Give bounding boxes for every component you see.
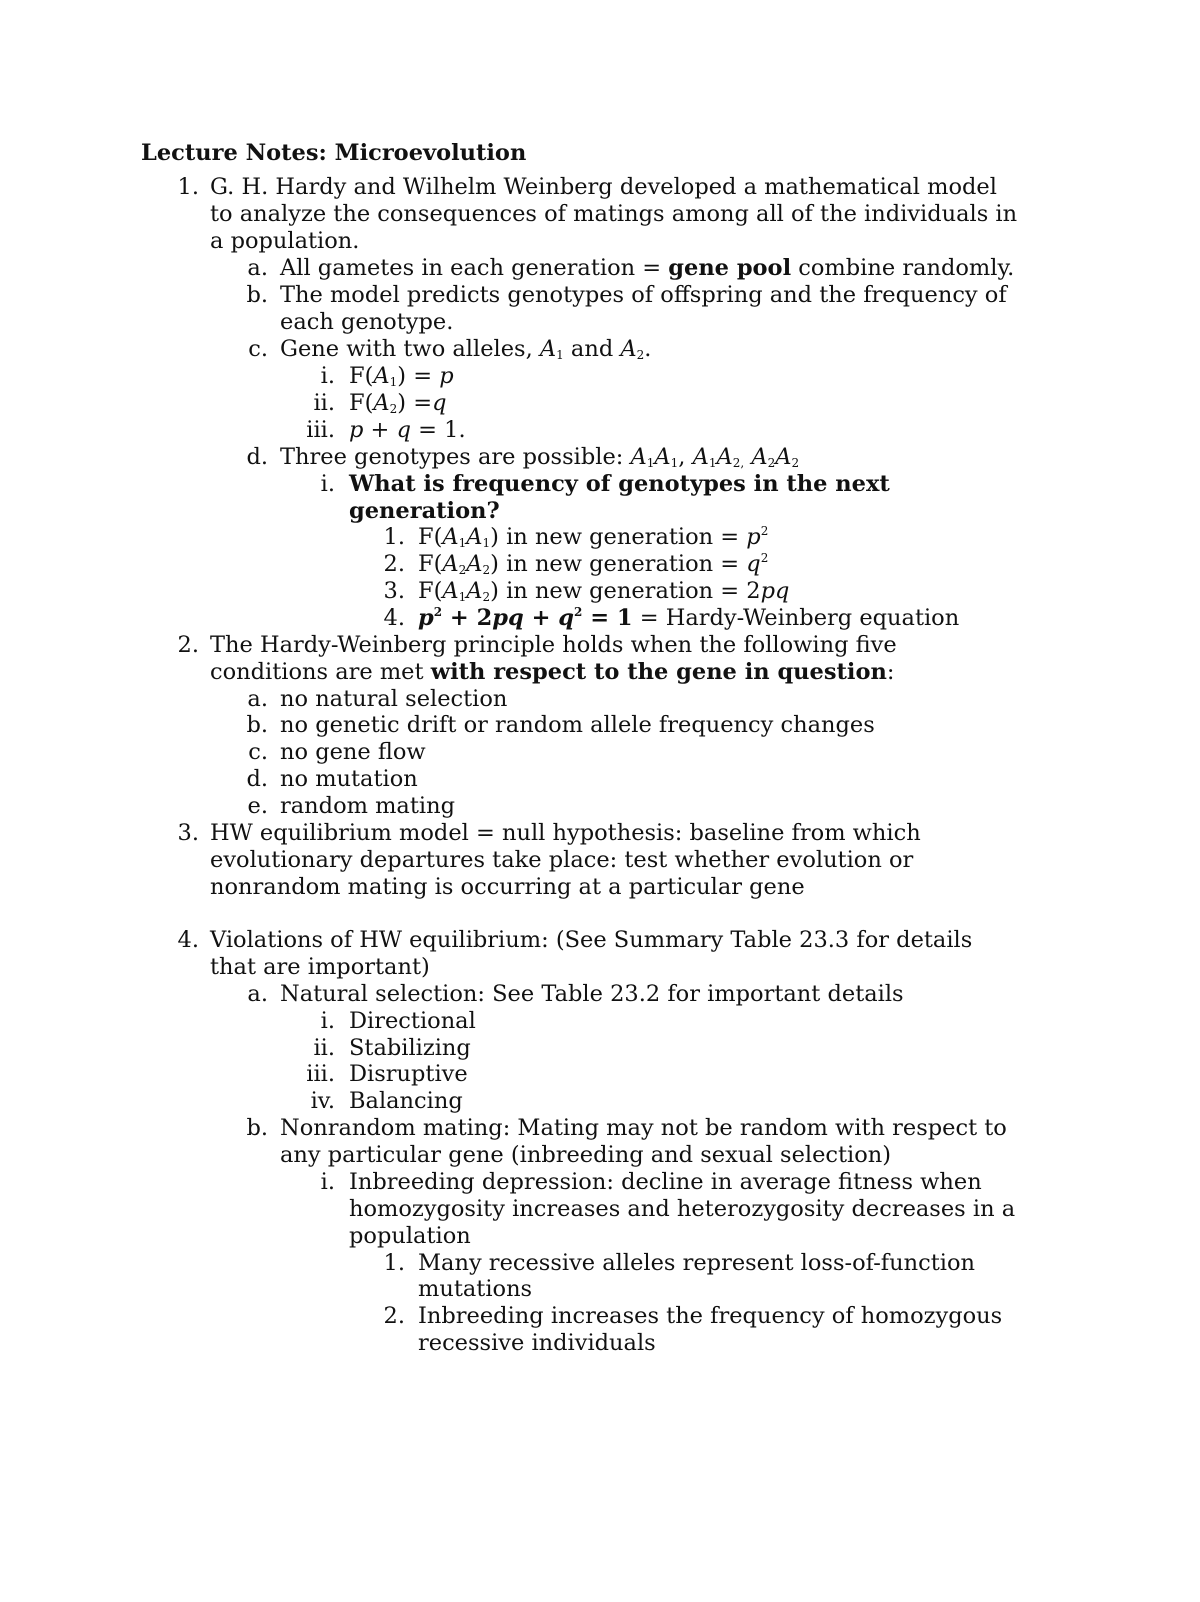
text-run: A — [654, 444, 671, 470]
line-text — [210, 632, 897, 659]
line-text — [349, 498, 500, 525]
text-run: Disruptive — [349, 1061, 468, 1087]
text-run: G. H. Hardy and Wilhelm Weinberg developed a mathematical model — [210, 174, 997, 200]
text-run: Gene with two alleles, — [280, 336, 540, 362]
text-run: ) in new generation = 2 — [490, 578, 761, 604]
list-marker: b. — [246, 712, 268, 738]
text-run: p — [746, 524, 761, 550]
line-text — [349, 1088, 463, 1115]
text-run: ) in new generation = — [490, 551, 747, 577]
list-marker: 3. — [177, 820, 199, 846]
text-run: A — [620, 336, 637, 362]
list-marker: iv. — [310, 1088, 335, 1114]
text-run: A — [716, 444, 733, 470]
text-run: Three genotypes are possible: — [280, 444, 631, 470]
text-run: HW equilibrium model = null hypothesis: baseline from which — [210, 820, 921, 846]
text-run: A — [775, 444, 792, 470]
text-run: Inbreeding depression: decline in average fitness when — [349, 1169, 982, 1195]
document-title: Lecture Notes: Microevolution — [141, 140, 527, 166]
text-run: F( — [349, 390, 374, 416]
list-marker: 3. — [383, 578, 405, 604]
text-run: Violations of HW equilibrium: (See Summary Table 23.3 for details — [210, 927, 973, 953]
text-run: with respect to the gene in question — [430, 659, 887, 685]
list-marker: 1. — [383, 1250, 405, 1276]
text-run: evolutionary departures take place: test whether evolution or — [210, 847, 914, 873]
list-marker: c. — [248, 739, 268, 765]
line-text — [349, 1035, 471, 1062]
text-run: Nonrandom mating: Mating may not be random with respect to — [280, 1115, 1007, 1141]
list-marker: i. — [320, 1169, 335, 1195]
text-run: homozygosity increases and heterozygosity decreases in a — [349, 1196, 1016, 1222]
list-marker: d. — [246, 444, 268, 470]
list-marker: e. — [247, 793, 268, 819]
text-run: 2 — [458, 563, 467, 577]
text-run: combine randomly. — [791, 255, 1015, 281]
line-text — [210, 228, 359, 255]
text-run: 2 — [760, 551, 769, 565]
text-run: 2 — [389, 402, 398, 416]
text-run: q — [558, 605, 575, 631]
line-text — [418, 551, 768, 578]
text-run: 1 — [458, 590, 467, 604]
text-run: = Hardy-Weinberg equation — [632, 605, 960, 631]
text-run: What is frequency of genotypes in the next — [349, 471, 890, 497]
list-marker: d. — [246, 766, 268, 792]
text-run: F( — [418, 578, 443, 604]
line-text — [349, 1169, 982, 1196]
line-text — [210, 954, 430, 981]
line-text — [418, 578, 789, 605]
text-run: 2, — [732, 456, 745, 470]
line-text — [210, 927, 972, 954]
text-run: 2 — [433, 605, 443, 619]
text-run: The model predicts genotypes of offspring and the frequency of — [280, 282, 1007, 308]
text-run: All gametes in each generation = — [280, 255, 669, 281]
text-run: + 2 — [442, 605, 493, 631]
text-run: A — [442, 524, 459, 550]
line-text — [210, 201, 1017, 228]
line-text — [418, 1276, 532, 1303]
line-text — [280, 739, 426, 766]
text-run: ) = — [397, 363, 440, 389]
text-run: A — [630, 444, 647, 470]
list-marker: a. — [247, 255, 268, 281]
line-text — [280, 981, 904, 1008]
text-run: 2 — [767, 456, 776, 470]
text-run: = 1. — [410, 417, 466, 443]
text-run: A — [751, 444, 768, 470]
text-run: Many recessive alleles represent loss-of-function — [418, 1250, 975, 1276]
list-marker: i. — [320, 1008, 335, 1034]
text-run: F( — [418, 524, 443, 550]
text-run: no mutation — [280, 766, 418, 792]
list-marker: 4. — [383, 605, 405, 631]
list-marker: 2. — [383, 551, 405, 577]
text-run: random mating — [280, 793, 455, 819]
line-text — [349, 1061, 468, 1088]
text-run: A — [442, 551, 459, 577]
text-run: no natural selection — [280, 686, 508, 712]
text-run: A — [466, 551, 483, 577]
line-text — [349, 390, 446, 417]
line-text — [349, 363, 454, 390]
text-run: that are important) — [210, 954, 430, 980]
line-text — [210, 659, 894, 686]
line-text — [210, 174, 997, 201]
text-run: . — [644, 336, 652, 362]
text-run: gene pool — [668, 255, 792, 281]
text-run: mutations — [418, 1276, 533, 1302]
text-run: each genotype. — [280, 309, 454, 335]
text-run: and — [563, 336, 621, 362]
line-text — [349, 417, 466, 444]
list-marker: 1. — [383, 524, 405, 550]
text-run: q — [396, 417, 411, 443]
text-run: q — [432, 390, 447, 416]
text-run: q — [746, 551, 761, 577]
text-run: Stabilizing — [349, 1035, 471, 1061]
line-text — [210, 847, 913, 874]
line-text — [280, 686, 507, 713]
line-text — [418, 1303, 1002, 1330]
text-run: ) = — [397, 390, 433, 416]
list-marker: a. — [247, 686, 268, 712]
list-marker: 4. — [177, 927, 199, 953]
line-text — [280, 1142, 891, 1169]
text-run: conditions are met — [210, 659, 431, 685]
text-run: 1 — [556, 348, 564, 362]
text-run: 2 — [791, 456, 800, 470]
line-text — [280, 712, 875, 739]
text-run: 1 — [389, 375, 398, 389]
list-marker: 2. — [383, 1303, 405, 1329]
text-run: p — [418, 605, 434, 631]
text-run: A — [373, 390, 390, 416]
text-run: recessive individuals — [418, 1330, 656, 1356]
line-text — [280, 309, 453, 336]
line-text — [280, 444, 799, 471]
text-run: A — [692, 444, 709, 470]
text-run: 1 — [482, 536, 491, 550]
text-run: p — [439, 363, 454, 389]
line-text — [418, 524, 768, 551]
text-run: 1 — [458, 536, 467, 550]
line-text — [418, 605, 959, 632]
text-run: The Hardy-Weinberg principle holds when the following five — [210, 632, 897, 658]
text-run: to analyze the consequences of matings among all of the individuals in — [210, 201, 1018, 227]
text-run: 1 — [708, 456, 717, 470]
text-run: Directional — [349, 1008, 476, 1034]
list-marker: 2. — [177, 632, 199, 658]
line-text — [280, 1115, 1007, 1142]
text-run: 2 — [574, 605, 583, 619]
text-run: pq — [492, 605, 524, 631]
text-run: 1 — [670, 456, 679, 470]
text-run: A — [539, 336, 557, 362]
text-run: Balancing — [349, 1088, 463, 1114]
line-text — [280, 793, 455, 820]
line-text — [349, 1196, 1015, 1223]
text-run: generation? — [349, 498, 500, 524]
text-run: nonrandom mating is occurring at a particular gene — [210, 874, 805, 900]
text-run: 2 — [636, 348, 645, 362]
line-text — [349, 471, 890, 498]
list-marker: iii. — [306, 417, 335, 443]
line-text — [349, 1223, 471, 1250]
text-run: F( — [349, 363, 374, 389]
text-run: A — [466, 524, 483, 550]
text-run: 1 — [646, 456, 655, 470]
list-marker: 1. — [177, 174, 199, 200]
text-run: , — [678, 444, 693, 470]
list-marker: i. — [320, 363, 335, 389]
line-text — [418, 1330, 656, 1357]
line-text — [210, 874, 805, 901]
list-marker: b. — [246, 282, 268, 308]
list-marker: ii. — [313, 1035, 335, 1061]
text-run: no genetic drift or random allele frequency changes — [280, 712, 875, 738]
line-text — [210, 820, 921, 847]
text-run: = 1 — [582, 605, 633, 631]
text-run: A — [373, 363, 390, 389]
list-marker: i. — [320, 471, 335, 497]
list-marker: ii. — [313, 390, 335, 416]
line-text — [280, 282, 1007, 309]
text-run: A — [442, 578, 459, 604]
text-run: F( — [418, 551, 443, 577]
text-run: pq — [760, 578, 790, 604]
text-run: 2 — [482, 590, 491, 604]
text-run: + — [523, 605, 559, 631]
text-run: a population. — [210, 228, 360, 254]
line-text — [280, 336, 651, 363]
list-marker: iii. — [306, 1061, 335, 1087]
text-run: 2 — [482, 563, 491, 577]
text-run: + — [363, 417, 397, 443]
list-marker: b. — [246, 1115, 268, 1141]
list-marker: c. — [248, 336, 268, 362]
line-text — [280, 766, 418, 793]
text-run: ) in new generation = — [490, 524, 747, 550]
text-run: population — [349, 1223, 471, 1249]
text-run: any particular gene (inbreeding and sexual selection) — [280, 1142, 892, 1168]
list-marker: a. — [247, 981, 268, 1007]
text-run: p — [349, 417, 364, 443]
line-text — [280, 255, 1014, 282]
text-run: Inbreeding increases the frequency of homozygous — [418, 1303, 1003, 1329]
text-run: 2 — [760, 524, 769, 538]
line-text — [349, 1008, 476, 1035]
text-run: no gene flow — [280, 739, 426, 765]
text-run: A — [466, 578, 483, 604]
text-run: Natural selection: See Table 23.2 for important details — [280, 981, 904, 1007]
text-run: : — [886, 659, 895, 685]
line-text — [418, 1250, 975, 1277]
